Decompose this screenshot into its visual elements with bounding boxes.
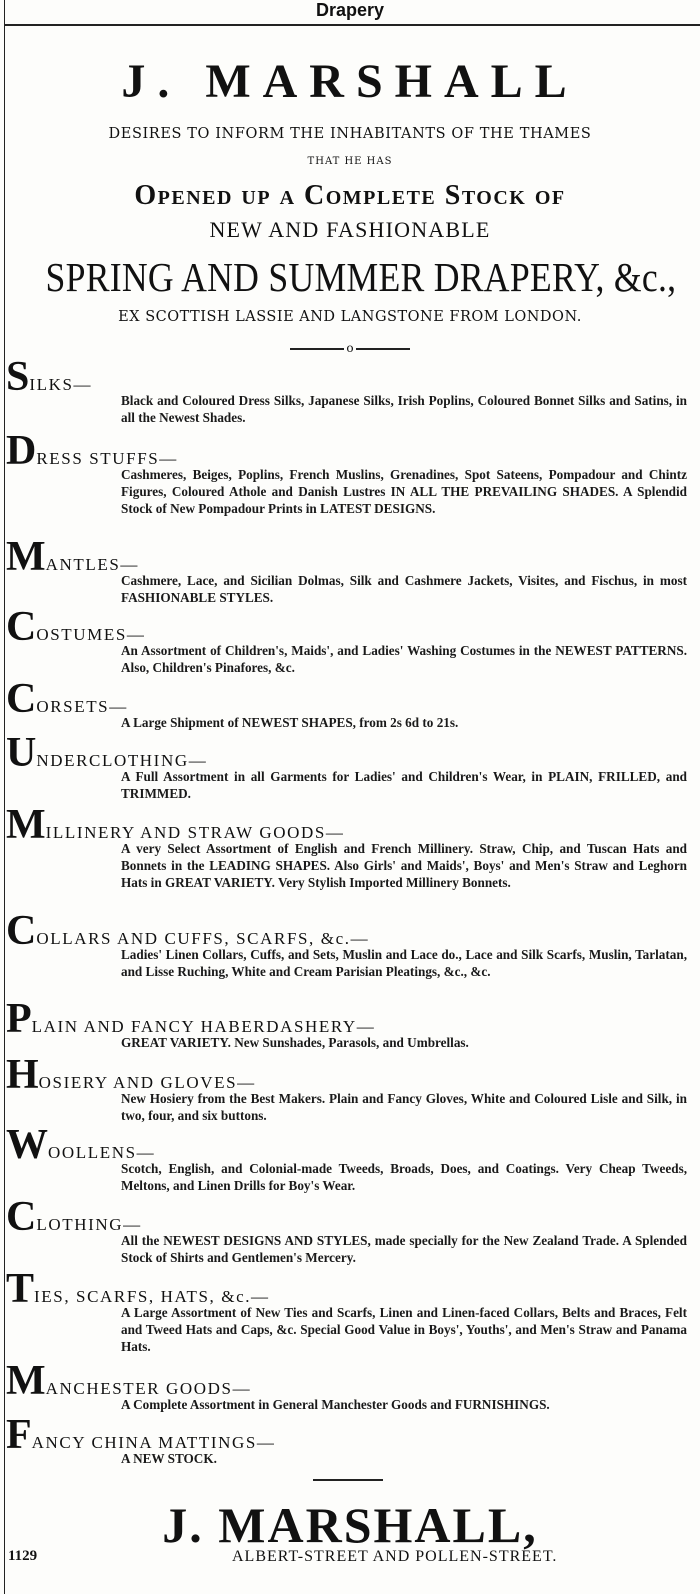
section-initial: P — [6, 996, 32, 1042]
section-mantles — [6, 536, 690, 606]
section-body: New Hosiery from the Best Makers. Plain and Fancy Gloves, White and Coloured Lisle and Silk, in two, four, and six buttons. — [121, 1091, 687, 1123]
section-body: Scotch, English, and Colonial-made Tweeds, Broads, Does, and Coatings. Very Cheap Tweeds, Meltons, and Linen Drills for Boy's Wear. — [121, 1161, 687, 1193]
ornament-divider: o — [0, 341, 700, 355]
section-body: Ladies' Linen Collars, Cuffs, and Sets, Muslin and Lace do., Lace and Silk Scarfs, Muslin, Tarlatan, and Lisse Ruching, White and Cream Parisian Pleatings, &c., &c. — [121, 947, 687, 979]
section-underclothing — [6, 732, 690, 802]
section-initial: M — [6, 534, 46, 580]
section-hosiery — [6, 1054, 690, 1124]
section-initial: W — [6, 1122, 48, 1168]
section-heading: ILKS— — [29, 375, 93, 394]
section-heading: LOTHING— — [36, 1215, 142, 1234]
section-initial: C — [6, 908, 37, 954]
section-heading: ILLINERY AND STRAW GOODS— — [45, 823, 345, 842]
section-heading: ORSETS— — [36, 697, 128, 716]
section-heading: ANCHESTER GOODS— — [45, 1379, 252, 1398]
section-initial: F — [6, 1412, 32, 1458]
section-heading: RESS STUFFS— — [36, 449, 178, 468]
section-body: GREAT VARIETY. New Sunshades, Parasols, and Umbrellas. — [121, 1035, 469, 1050]
section-costumes — [6, 606, 690, 676]
section-silks — [6, 356, 690, 426]
section-manchester — [6, 1360, 690, 1413]
section-haberdashery — [6, 998, 690, 1051]
footer-address: ALBERT-STREET AND POLLEN-STREET. — [232, 1548, 558, 1565]
advertiser-name: J. MARSHALL — [121, 55, 579, 108]
section-initial: C — [6, 604, 37, 650]
headline-new: NEW AND FASHIONABLE — [209, 217, 491, 242]
section-woollens — [6, 1124, 690, 1194]
section-initial: C — [6, 1194, 37, 1240]
section-body: Black and Coloured Dress Silks, Japanese Silks, Irish Poplins, Coloured Bonnet Silks and Satins, in all the Newest Shades. — [121, 393, 687, 425]
section-initial: U — [6, 730, 37, 776]
section-body: A Full Assortment in all Garments for Ladies' and Children's Wear, in PLAIN, FRILLED, and TRIMMED. — [121, 769, 687, 801]
section-initial: H — [6, 1052, 39, 1098]
section-corsets — [6, 678, 690, 731]
section-initial: M — [6, 802, 46, 848]
section-body: A Complete Assortment in General Manchester Goods and FURNISHINGS. — [121, 1397, 550, 1412]
section-body: A NEW STOCK. — [121, 1451, 217, 1466]
section-heading: LAIN AND FANCY HABERDASHERY— — [31, 1017, 376, 1036]
headline-ships: EX SCOTTISH LASSIE AND LANGSTONE FROM LONDON. — [118, 309, 582, 325]
headline-opened: Opened up a Complete Stock of — [134, 180, 566, 211]
section-heading: NDERCLOTHING— — [36, 751, 208, 770]
section-body: Cashmeres, Beiges, Poplins, French Muslins, Grenadines, Spot Sateens, Pompadour and Chintz Figures, Coloured Athole and Danish Lustres IN ALL THE PREVAILING SHADES. A Splendid Stock of New Pompadour Prints in LATEST DESIGNS. — [121, 467, 687, 516]
section-dress-stuffs — [6, 430, 690, 517]
section-initial: M — [6, 1358, 46, 1404]
page-number: 1129 — [8, 1548, 38, 1564]
section-body: A Large Shipment of NEWEST SHAPES, from 2s 6d to 21s. — [121, 715, 459, 730]
top-rule — [4, 24, 700, 26]
section-heading: ANTLES— — [45, 555, 140, 574]
intro-line-small: THAT HE HAS — [307, 156, 393, 167]
section-heading: OOLLENS— — [48, 1143, 156, 1162]
section-title: Drapery — [315, 0, 385, 20]
section-heading: ANCY CHINA MATTINGS— — [31, 1433, 276, 1452]
section-body: An Assortment of Children's, Maids', and Ladies' Washing Costumes in the NEWEST PATTERNS. Also, Children's Pinafores, &c. — [121, 643, 687, 675]
bottom-rule — [313, 1479, 383, 1481]
section-body: A Large Assortment of New Ties and Scarfs, Linen and Linen-faced Collars, Belts and Braces, Felt and Tweed Hats and Caps, &c. Special Good Value in Boys', Youths', and Men's Straw and Panama Hats. — [121, 1305, 687, 1354]
section-heading: OSIERY AND GLOVES— — [38, 1073, 256, 1092]
section-millinery — [6, 804, 690, 891]
section-clothing — [6, 1196, 690, 1266]
section-initial: S — [6, 354, 30, 400]
section-heading: OSTUMES— — [36, 625, 146, 644]
section-china-mattings — [6, 1414, 690, 1467]
footer-advertiser-name: J. MARSHALL, — [162, 1497, 538, 1553]
section-body: Cashmere, Lace, and Sicilian Dolmas, Silk and Cashmere Jackets, Visites, and Fischus, in most FASHIONABLE STYLES. — [121, 573, 687, 605]
section-collars — [6, 910, 690, 980]
intro-line: DESIRES TO INFORM THE INHABITANTS OF THE THAMES — [108, 126, 592, 142]
section-initial: D — [6, 428, 37, 474]
headline-spring: SPRING AND SUMMER DRAPERY, &c., — [45, 254, 677, 300]
section-initial: C — [6, 676, 37, 722]
section-heading: OLLARS AND CUFFS, SCARFS, &c.— — [36, 929, 370, 948]
section-body: A very Select Assortment of English and French Millinery. Straw, Chip, and Tuscan Hats and Bonnets in the LEADING SHAPES. Also Girls' and Maids', Boys' and Men's Straw and Leghorn Hats in GREAT VARIETY. Very Stylish Imported Millinery Bonnets. — [121, 841, 687, 890]
section-ties — [6, 1268, 690, 1355]
section-heading: IES, SCARFS, HATS, &c.— — [34, 1287, 270, 1306]
section-initial: T — [6, 1266, 35, 1312]
section-body: All the NEWEST DESIGNS AND STYLES, made specially for the New Zealand Trade. A Splended Stock of Shirts and Gentlemen's Mercery. — [121, 1233, 687, 1265]
